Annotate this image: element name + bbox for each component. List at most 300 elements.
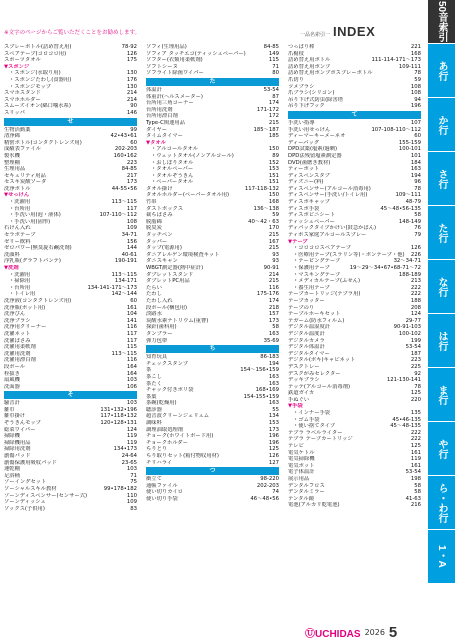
entry-page: 40-61 [121, 251, 137, 258]
index-entry[interactable] [146, 206, 279, 213]
entry-page: 152 [268, 159, 279, 166]
tab-kana-8[interactable] [428, 422, 455, 476]
entry-name: ・コロコロスペアテープ [293, 245, 352, 252]
index-entry[interactable] [288, 44, 421, 51]
index-entry[interactable] [4, 486, 137, 493]
tab-kana-3[interactable] [428, 152, 455, 206]
entry-page: 103 [126, 466, 137, 473]
index-entry[interactable] [4, 278, 137, 285]
entry-page: 117 [126, 330, 137, 337]
index-entry[interactable] [288, 436, 421, 443]
index-entry[interactable] [4, 212, 137, 219]
index-entry[interactable] [146, 311, 279, 318]
entry-name: デジタル温度計 [288, 330, 325, 337]
entry-page: 164 [126, 363, 137, 370]
entry-page: 190-191 [114, 258, 137, 265]
index-entry[interactable] [4, 351, 137, 358]
entry-page: 126 [126, 50, 137, 57]
index-entry[interactable] [288, 496, 421, 503]
entry-name: セラボテープ [4, 232, 36, 239]
index-entry[interactable] [146, 107, 279, 114]
index-entry[interactable] [288, 456, 421, 463]
index-entry[interactable] [4, 413, 137, 420]
entry-name: 吊り下げフック [288, 103, 325, 110]
index-entry[interactable] [288, 133, 421, 140]
index-entry[interactable] [4, 90, 137, 97]
index-entry[interactable] [4, 245, 137, 252]
entry-name: ・手洗い用(泡・液体) [9, 212, 61, 219]
tab-kana-7[interactable] [428, 368, 455, 422]
index-entry[interactable] [146, 420, 279, 427]
index-entry[interactable] [288, 351, 421, 358]
entry-name: 総菜ワイパー [4, 426, 36, 433]
tab-kana-1[interactable] [428, 44, 455, 98]
index-entry[interactable] [4, 127, 137, 134]
entry-name: ▼テープ [288, 238, 308, 245]
entry-page: 107-110〜112 [99, 212, 137, 219]
index-entry[interactable] [4, 311, 137, 318]
tab-label: な行 [436, 276, 447, 297]
index-entry[interactable] [288, 357, 421, 364]
index-entry[interactable] [288, 390, 421, 397]
index-entry[interactable] [146, 133, 279, 140]
index-entry[interactable] [288, 331, 421, 338]
index-entry[interactable] [146, 113, 279, 120]
index-entry[interactable] [4, 298, 137, 305]
entry-name: デジタルタイマー [288, 350, 330, 357]
entry-name: 洗浄用クリーナー [4, 324, 47, 331]
entry-page: 90-91-103 [393, 324, 421, 331]
index-entry[interactable] [146, 331, 279, 338]
index-entry[interactable] [288, 212, 421, 219]
entry-name: 創傷パッド [4, 453, 31, 460]
index-entry[interactable] [288, 192, 421, 199]
index-entry[interactable] [4, 506, 137, 513]
entry-page: 163 [268, 330, 279, 337]
index-entry[interactable] [146, 272, 279, 279]
entry-page: 89 [272, 152, 279, 159]
index-entry[interactable] [146, 57, 279, 64]
index-entry[interactable] [4, 344, 137, 351]
index-entry[interactable] [288, 318, 421, 325]
entry-name: ソーシャルスキル教材 [4, 486, 57, 492]
entry-name: ・メディカルテープ(ふせん) [293, 278, 361, 285]
index-entry[interactable] [288, 443, 421, 450]
index-entry[interactable] [146, 166, 279, 173]
entry-name: 台所用漂白剤 [146, 113, 178, 120]
index-entry[interactable] [4, 239, 137, 246]
index-entry[interactable] [146, 285, 279, 292]
entry-page: 208 [410, 304, 421, 311]
entry-page: 214 [126, 96, 137, 103]
index-entry[interactable] [4, 140, 137, 147]
index-entry[interactable] [4, 371, 137, 378]
index-entry[interactable] [4, 384, 137, 391]
index-entry[interactable] [146, 387, 279, 394]
index-entry[interactable] [146, 186, 279, 193]
index-entry[interactable] [288, 384, 421, 391]
index-entry[interactable] [4, 219, 137, 226]
index-entry[interactable] [4, 338, 137, 345]
entry-name: デジタルカメラ [288, 337, 325, 344]
index-entry[interactable] [146, 179, 279, 186]
index-entry[interactable] [288, 476, 421, 483]
index-entry[interactable] [4, 453, 137, 460]
index-entry[interactable] [4, 357, 137, 364]
entry-name: 体重計(ヘルスメーター) [146, 93, 203, 100]
index-entry[interactable] [146, 305, 279, 312]
index-entry[interactable] [288, 97, 421, 104]
entry-page: 111-114-171〜173 [371, 57, 421, 64]
index-entry[interactable] [288, 90, 421, 97]
entry-name: ソフライト除菌ワイパー [146, 70, 204, 77]
index-entry[interactable] [288, 252, 421, 259]
entry-page: 110 [126, 492, 137, 499]
index-entry[interactable] [146, 489, 279, 496]
index-entry[interactable] [146, 453, 279, 460]
index-entry[interactable] [4, 407, 137, 414]
index-entry[interactable] [146, 460, 279, 467]
index-entry[interactable] [4, 324, 137, 331]
index-entry[interactable] [288, 377, 421, 384]
index-entry[interactable] [146, 245, 279, 252]
index-column-1 [4, 44, 137, 512]
index-category[interactable] [288, 239, 421, 246]
entry-name: テープカッター [288, 297, 325, 304]
index-entry[interactable] [288, 166, 421, 173]
entry-name: ▼手袋 [288, 403, 303, 410]
index-entry[interactable] [288, 103, 421, 110]
entry-page: 115 [268, 57, 279, 64]
index-entry[interactable] [146, 291, 279, 298]
index-entry[interactable] [288, 186, 421, 193]
index-entry[interactable] [4, 252, 137, 259]
index-entry[interactable] [288, 285, 421, 292]
index-entry[interactable] [288, 272, 421, 279]
entry-name: 台所用三角コーナー [146, 100, 194, 107]
index-entry[interactable] [288, 371, 421, 378]
index-entry[interactable] [146, 407, 279, 414]
index-entry[interactable] [146, 374, 279, 381]
index-entry[interactable] [288, 153, 421, 160]
index-entry[interactable] [146, 192, 279, 199]
index-entry[interactable] [4, 84, 137, 91]
entry-page: 75 [130, 479, 137, 486]
index-entry[interactable] [4, 77, 137, 84]
index-entry[interactable] [4, 318, 137, 325]
index-entry[interactable] [288, 219, 421, 226]
section-header: て [288, 111, 421, 119]
index-entry[interactable] [146, 173, 279, 180]
index-entry[interactable] [288, 298, 421, 305]
index-entry[interactable] [288, 489, 421, 496]
entry-name: 茶 [146, 367, 152, 374]
index-entry[interactable] [4, 427, 137, 434]
entry-name: 詰め替え用ポンプボスプレーボトル [288, 70, 373, 77]
index-column-2 [146, 44, 279, 503]
entry-page: 161 [410, 462, 421, 469]
index-entry[interactable] [4, 499, 137, 506]
section-header: そ [4, 391, 137, 399]
index-entry[interactable] [4, 160, 137, 167]
index-entry[interactable] [146, 413, 279, 420]
index-entry[interactable] [146, 318, 279, 325]
index-entry[interactable] [4, 51, 137, 58]
entry-name: 手洗い用せっけん [288, 126, 331, 133]
index-entry[interactable] [4, 473, 137, 480]
entry-name: ダニアレルゲン環境検査キット [146, 251, 220, 258]
index-entry[interactable] [4, 146, 137, 153]
entry-page: 125 [410, 390, 421, 397]
index-entry[interactable] [288, 305, 421, 312]
index-entry[interactable] [288, 127, 421, 134]
index-entry[interactable] [146, 427, 279, 434]
index-entry[interactable] [288, 51, 421, 58]
index-entry[interactable] [146, 400, 279, 407]
index-entry[interactable] [288, 146, 421, 153]
index-entry[interactable] [4, 285, 137, 292]
index-entry[interactable] [4, 97, 137, 104]
entry-name: ディーバッグ [288, 139, 320, 146]
index-entry[interactable] [4, 110, 137, 117]
index-entry[interactable] [4, 364, 137, 371]
index-entry[interactable] [146, 160, 279, 167]
entry-name: ディスペンスタブ [288, 172, 330, 179]
index-entry[interactable] [146, 146, 279, 153]
index-entry[interactable] [288, 84, 421, 91]
index-entry[interactable] [146, 153, 279, 160]
index-entry[interactable] [4, 331, 137, 338]
index-entry[interactable] [146, 354, 279, 361]
entry-page: 40〜42・63 [248, 218, 279, 225]
index-entry[interactable] [4, 377, 137, 384]
index-entry[interactable] [288, 502, 421, 509]
index-entry[interactable] [4, 305, 137, 312]
index-entry[interactable] [146, 232, 279, 239]
index-entry[interactable] [4, 44, 137, 51]
index-entry[interactable] [4, 479, 137, 486]
index-entry[interactable] [4, 446, 137, 453]
entry-page: 60 [130, 139, 137, 146]
index-entry[interactable] [288, 417, 421, 424]
index-entry[interactable] [288, 232, 421, 239]
index-entry[interactable] [288, 140, 421, 147]
index-entry[interactable] [146, 298, 279, 305]
entry-name: ソフィア タッチエコ(ティッシュペーパー) [146, 50, 246, 57]
tab-kana-9[interactable] [428, 476, 455, 530]
index-entry[interactable] [4, 179, 137, 186]
tab-label: さ行 [436, 168, 447, 189]
tab-label: 50音索引 [436, 0, 447, 43]
index-entry[interactable] [288, 64, 421, 71]
index-entry[interactable] [288, 324, 421, 331]
index-entry[interactable] [4, 400, 137, 407]
index-entry[interactable] [288, 469, 421, 476]
index-entry[interactable] [288, 199, 421, 206]
index-entry[interactable] [288, 463, 421, 470]
index-entry[interactable] [146, 496, 279, 503]
entry-name: ・アルコールタオル [151, 146, 199, 153]
index-entry[interactable] [146, 258, 279, 265]
entry-page: 101 [410, 152, 421, 159]
index-entry[interactable] [4, 103, 137, 110]
entry-page: 119 [126, 439, 137, 446]
index-entry[interactable] [146, 252, 279, 259]
entry-page: 79 [414, 232, 421, 239]
index-entry[interactable] [146, 265, 279, 272]
index-entry[interactable] [288, 364, 421, 371]
entry-page: 221 [410, 44, 421, 50]
index-entry[interactable] [4, 466, 137, 473]
index-category[interactable] [4, 192, 137, 199]
index-entry[interactable] [288, 483, 421, 490]
index-entry[interactable] [146, 51, 279, 58]
index-entry[interactable] [288, 77, 421, 84]
entry-page: 126 [410, 245, 421, 252]
entry-name: ディズニー(料) [288, 179, 324, 186]
entry-name: 弾力包帯 [146, 337, 168, 344]
index-entry[interactable] [288, 179, 421, 186]
index-entry[interactable] [4, 440, 137, 447]
index-entry[interactable] [146, 483, 279, 490]
index-entry[interactable] [4, 70, 137, 77]
index-entry[interactable] [146, 64, 279, 71]
entry-name: 手洗い指導 [288, 119, 315, 126]
entry-page: 90 [130, 103, 137, 110]
index-entry[interactable] [4, 206, 137, 213]
index-entry[interactable] [4, 153, 137, 160]
index-entry[interactable] [146, 324, 279, 331]
entry-page: 124 [126, 426, 137, 433]
entry-page: 109 [126, 499, 137, 506]
index-entry[interactable] [146, 433, 279, 440]
index-entry[interactable] [146, 44, 279, 51]
index-entry[interactable] [4, 291, 137, 298]
tab-kana-10[interactable] [428, 530, 455, 584]
index-entry[interactable] [288, 57, 421, 64]
tab-label: ま行 [436, 384, 447, 405]
index-entry[interactable] [146, 440, 279, 447]
entry-name: スプレーボトル(詰め替え用) [4, 44, 72, 50]
entry-page: 103 [126, 377, 137, 384]
entry-name: ・掃除用 [9, 278, 31, 285]
index-entry[interactable] [146, 100, 279, 107]
index-entry[interactable] [146, 127, 279, 134]
index-entry[interactable] [288, 245, 421, 252]
index-entry[interactable] [288, 225, 421, 232]
index-category[interactable] [288, 403, 421, 410]
index-entry[interactable] [288, 120, 421, 127]
index-entry[interactable] [288, 344, 421, 351]
index-entry[interactable] [146, 476, 279, 483]
index-entry[interactable] [146, 361, 279, 368]
index-entry[interactable] [288, 423, 421, 430]
tab-kana-5[interactable] [428, 260, 455, 314]
entry-page: 45〜48-135 [390, 423, 421, 430]
index-entry[interactable] [288, 265, 421, 272]
index-entry[interactable] [146, 239, 279, 246]
index-entry[interactable] [288, 397, 421, 404]
index-entry[interactable] [4, 420, 137, 427]
entry-page: 134-141-171〜173 [87, 284, 137, 291]
index-entry[interactable] [288, 410, 421, 417]
index-entry[interactable] [4, 232, 137, 239]
index-entry[interactable] [288, 70, 421, 77]
index-entry[interactable] [4, 166, 137, 173]
index-category[interactable] [4, 64, 137, 71]
index-category[interactable] [4, 265, 137, 272]
index-entry[interactable] [146, 367, 279, 374]
entry-page: 154〜156•159 [240, 367, 279, 374]
entry-page: 173 [126, 179, 137, 186]
index-entry[interactable] [146, 338, 279, 345]
index-entry[interactable] [4, 57, 137, 64]
entry-page: 126 [268, 453, 279, 460]
entry-page: 151 [268, 179, 279, 186]
index-entry[interactable] [4, 133, 137, 140]
index-entry[interactable] [4, 258, 137, 265]
index-entry[interactable] [146, 212, 279, 219]
index-entry[interactable] [4, 225, 137, 232]
index-entry[interactable] [146, 199, 279, 206]
index-entry[interactable] [146, 120, 279, 127]
index-entry[interactable] [288, 450, 421, 457]
index-entry[interactable] [4, 433, 137, 440]
index-entry[interactable] [4, 460, 137, 467]
index-entry[interactable] [4, 199, 137, 206]
index-entry[interactable] [288, 338, 421, 345]
index-entry[interactable] [146, 394, 279, 401]
entry-name: セスキ炭酸ソーダ [4, 179, 47, 186]
index-entry[interactable] [288, 311, 421, 318]
index-entry[interactable] [146, 219, 279, 226]
index-entry[interactable] [146, 381, 279, 388]
index-entry[interactable] [146, 94, 279, 101]
entry-page: 84-85 [121, 166, 137, 173]
index-entry[interactable] [146, 278, 279, 285]
index-entry[interactable] [288, 278, 421, 285]
tab-kana-2[interactable] [428, 98, 455, 152]
index-entry[interactable] [288, 430, 421, 437]
index-entry[interactable] [146, 87, 279, 94]
index-entry[interactable] [146, 446, 279, 453]
index-entry[interactable] [288, 206, 421, 213]
index-entry[interactable] [288, 160, 421, 167]
index-entry[interactable] [4, 173, 137, 180]
entry-name: 掃除機用品 [4, 439, 31, 446]
index-entry[interactable] [4, 493, 137, 500]
entry-page: 109-111 [398, 63, 421, 70]
entry-page: 130 [126, 70, 137, 77]
index-entry[interactable] [146, 70, 279, 77]
entry-page: 135 [410, 410, 421, 417]
tab-kana-6[interactable] [428, 314, 455, 368]
entry-name: チャック付きポリ袋 [146, 387, 194, 394]
entry-page: 78 [414, 383, 421, 390]
index-entry[interactable] [288, 291, 421, 298]
index-entry[interactable] [288, 258, 421, 265]
entry-page: 196 [268, 433, 279, 440]
tab-kana-4[interactable] [428, 206, 455, 260]
entry-name: テプラ テープカートリッジ [288, 436, 353, 443]
index-category[interactable] [146, 140, 279, 147]
entry-page: 78 [414, 70, 421, 77]
index-entry[interactable] [4, 272, 137, 279]
index-entry[interactable] [4, 186, 137, 193]
entry-name: ・台所用 [9, 284, 31, 291]
index-entry[interactable] [146, 225, 279, 232]
index-entry[interactable] [288, 173, 421, 180]
